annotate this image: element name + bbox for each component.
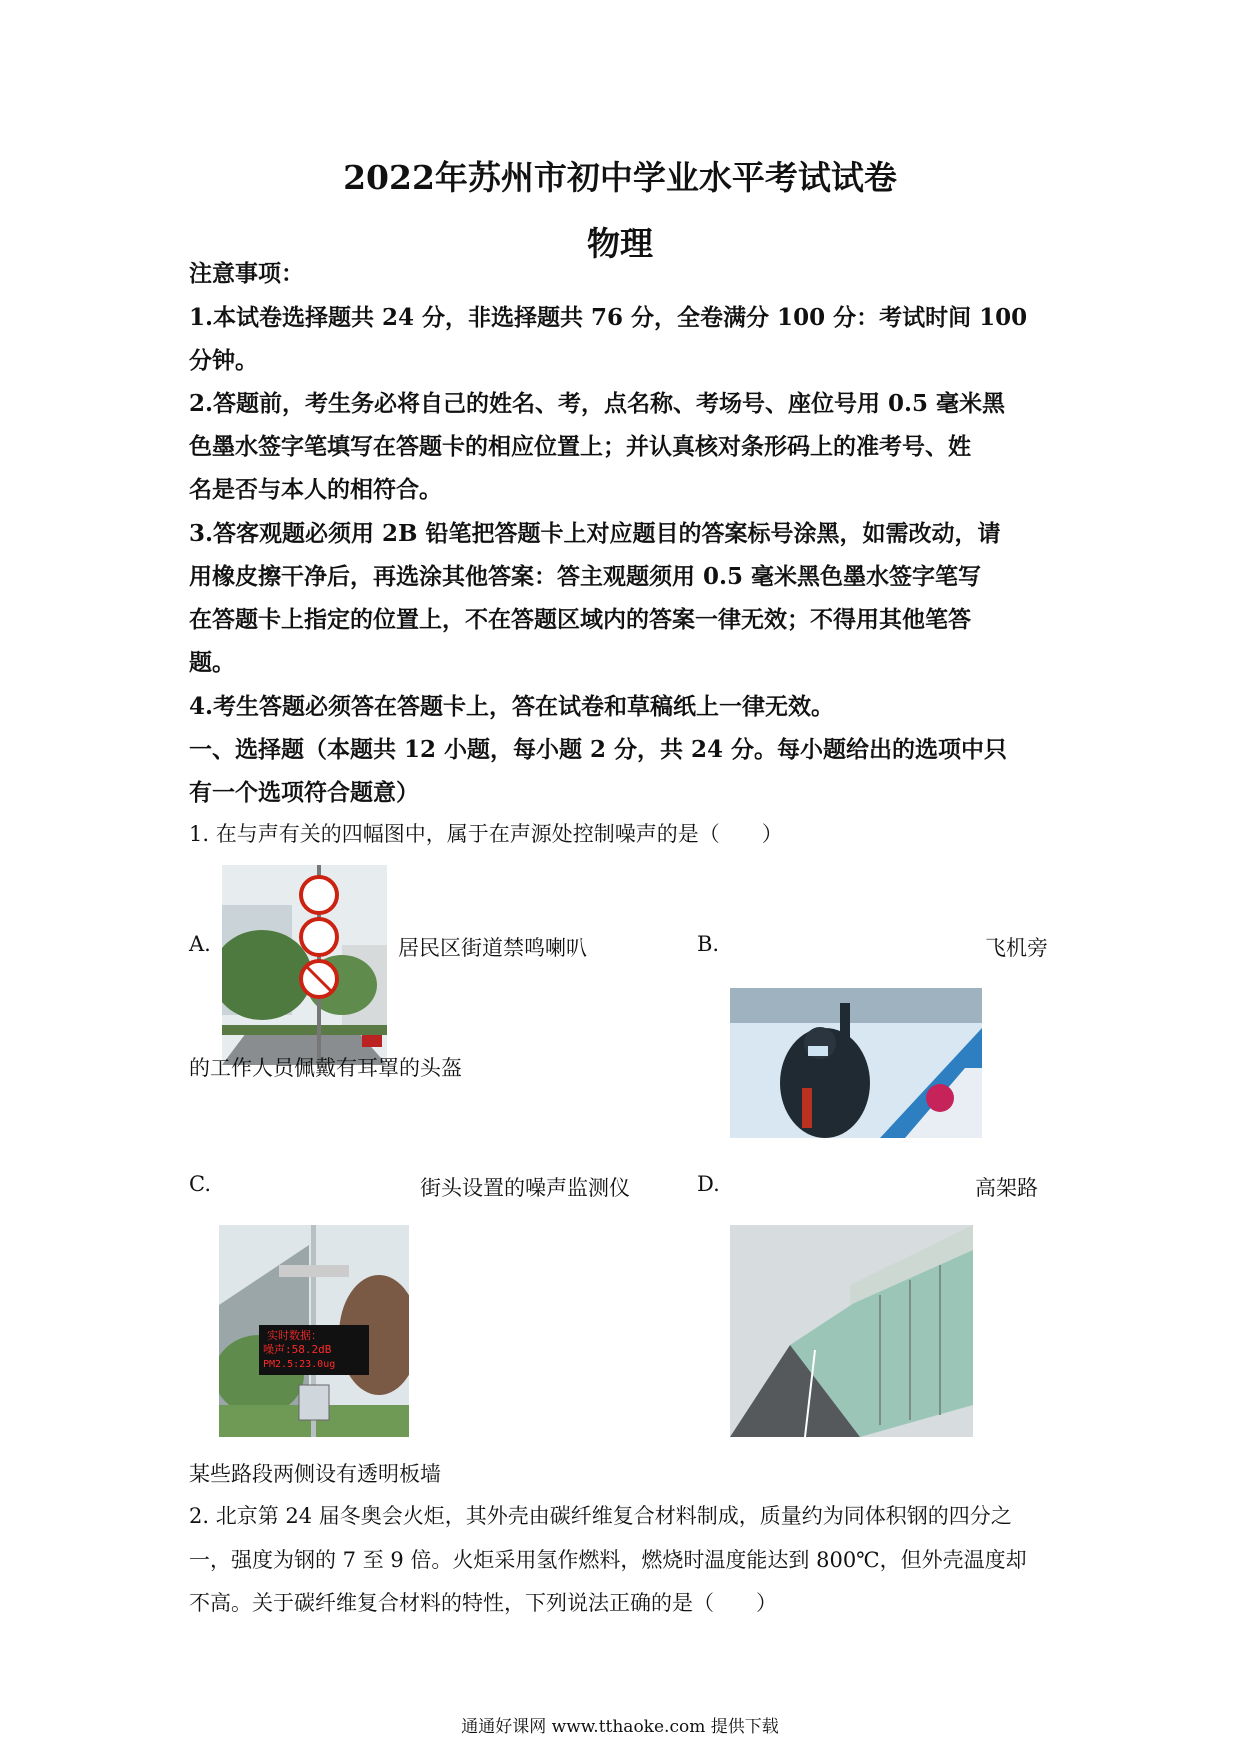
option-c-text: 街头设置的噪声监测仪 — [420, 1176, 630, 1200]
notes-line: 4.考生答题必须答在答题卡上，答在试卷和草稿纸上一律无效。 — [189, 693, 835, 720]
option-d-photo — [730, 1225, 973, 1437]
section-heading: 有一个选项符合题意） — [189, 779, 419, 806]
option-b-photo — [730, 988, 982, 1138]
notes-line: 1.本试卷选择题共 24 分，非选择题共 76 分，全卷满分 100 分：考试时间 100 — [189, 304, 1028, 331]
question-1-stem: 1. 在与声有关的四幅图中，属于在声源处控制噪声的是（ ） — [189, 822, 783, 846]
question-2-line: 一，强度为钢的 7 至 9 倍。火炬采用氢作燃料，燃烧时温度能达到 800℃，但外壳温度却 — [189, 1548, 1027, 1572]
footer-text: 通通好课网 www.tthaoke.com 提供下载 — [461, 1717, 779, 1737]
option-a-letter: A. — [189, 932, 211, 956]
notes-line: 在答题卡上指定的位置上，不在答题区域内的答案一律无效；不得用其他笔答 — [189, 606, 971, 633]
notes-line: 2.答题前，考生务必将自己的姓名、考，点名称、考场号、座位号用 0.5 毫米黑 — [189, 390, 1006, 417]
page-title: 2022年苏州市初中学业水平考试试卷 — [343, 158, 897, 197]
option-c-photo — [219, 1225, 409, 1437]
option-b-letter: B. — [697, 932, 720, 956]
section-heading: 一、选择题（本题共 12 小题，每小题 2 分，共 24 分。每小题给出的选项中只 — [189, 736, 1008, 763]
option-b-continuation: 的工作人员佩戴有耳罩的头盔 — [189, 1056, 462, 1080]
option-d-letter: D. — [697, 1172, 720, 1196]
question-2-line: 不高。关于碳纤维复合材料的特性，下列说法正确的是（ ） — [189, 1591, 777, 1615]
option-c-letter: C. — [189, 1172, 211, 1196]
option-d-continuation: 某些路段两侧设有透明板墙 — [189, 1462, 441, 1486]
notes-line: 分钟。 — [189, 347, 258, 374]
option-a-text: 居民区街道禁鸣喇叭 — [398, 936, 587, 960]
notes-line: 题。 — [189, 649, 235, 676]
notes-line: 用橡皮擦干净后，再选涂其他答案：答主观题须用 0.5 毫米黑色墨水签字笔写 — [189, 563, 982, 590]
option-d-text: 高架路 — [975, 1176, 1038, 1200]
option-a-photo — [222, 865, 387, 1065]
notes-line: 色墨水签字笔填写在答题卡的相应位置上；并认真核对条形码上的准考号、姓 — [189, 433, 971, 460]
notes-heading: 注意事项： — [189, 260, 304, 287]
option-b-text: 飞机旁 — [985, 936, 1048, 960]
subject-title: 物理 — [587, 224, 653, 263]
notes-line: 名是否与本人的相符合。 — [189, 476, 442, 503]
monitor-screen-line: 实时数据： — [267, 1329, 322, 1342]
monitor-screen-line: PM2.5:23.0ug — [263, 1359, 336, 1370]
notes-line: 3.答客观题必须用 2B 铅笔把答题卡上对应题目的答案标号涂黑，如需改动，请 — [189, 520, 1001, 547]
question-2-line: 2. 北京第 24 届冬奥会火炬，其外壳由碳纤维复合材料制成，质量约为同体积钢的四分之 — [189, 1504, 1012, 1528]
monitor-screen-line: 噪声:58.2dB — [263, 1343, 332, 1356]
